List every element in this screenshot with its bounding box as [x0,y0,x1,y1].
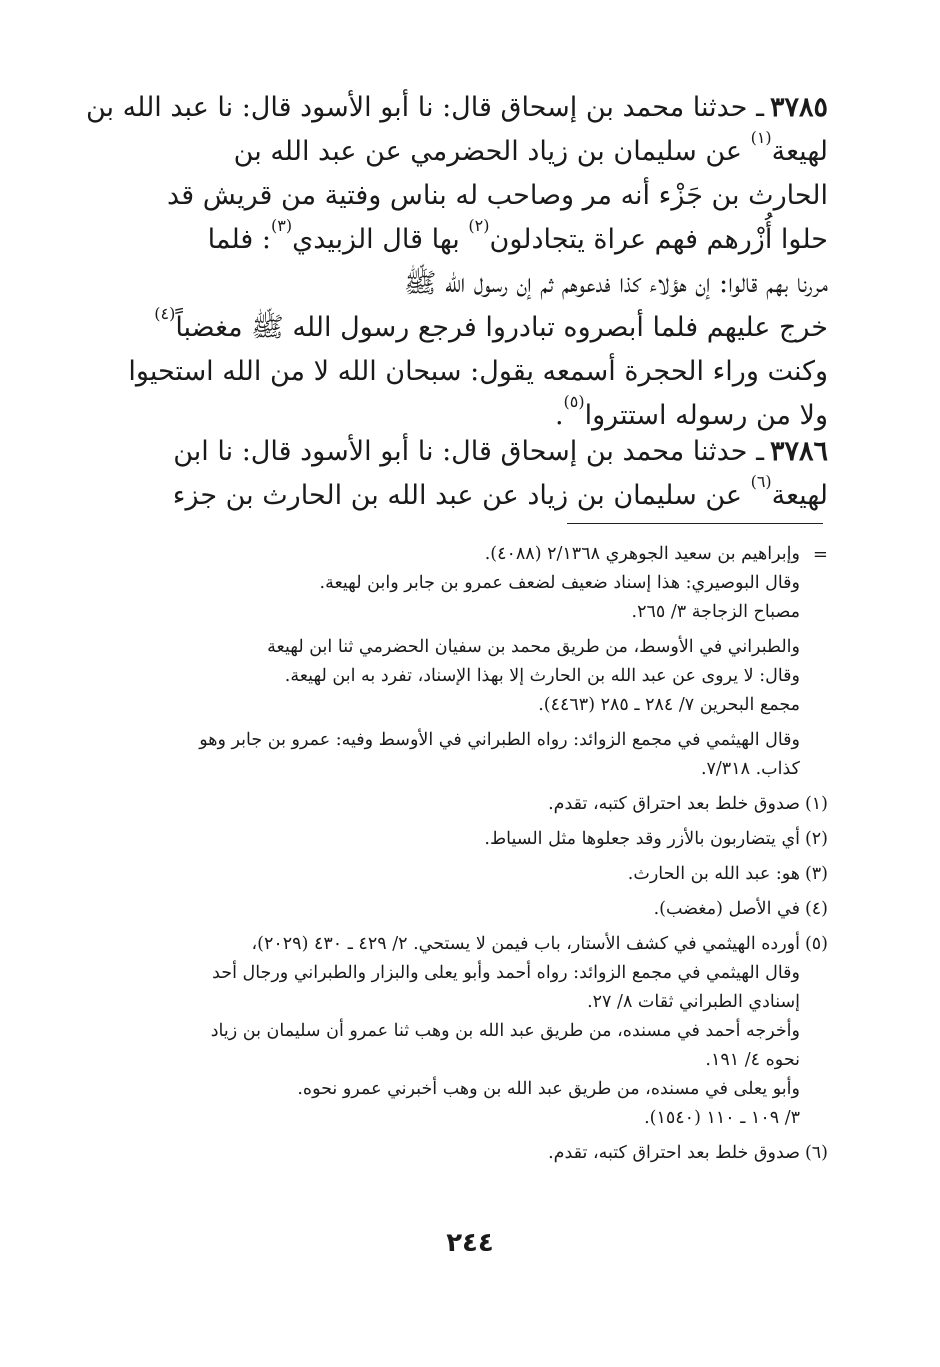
footnote-row [98,860,828,889]
hadith-text: . [554,400,564,431]
footnote-item [98,860,828,889]
continued-note-block [98,633,828,720]
continued-note-block [98,540,828,627]
hadith-line [98,430,828,474]
footnote-row [98,825,828,854]
footnote-marker[interactable]: (٦) [750,472,772,491]
note-line: وقال البوصيري: هذا إسناد ضعيف لضعف عمرو بن جابر وابن لهيعة. [319,573,800,593]
hadith-text: ـ حدثنا محمد بن إسحاق قال: نا أبو الأسود قال: نا عبد الله بن [86,92,764,123]
hadith-line [98,306,828,350]
footnotes-section [98,540,828,1174]
footnote-row [98,1139,828,1168]
footnote-marker[interactable]: (١) [750,128,772,147]
footnote-number: (٥) [804,934,828,954]
note-line: وقال: لا يروى عن عبد الله بن الحارث إلا بهذا الإسناد، تفرد به ابن لهيعة. [284,666,800,686]
footnote-item [98,825,828,854]
hadith-text: لهيعة [771,136,828,167]
continuation-mark: = [812,544,828,565]
note-line: مجمع البحرين ٧/ ٢٨٤ ـ ٢٨٥ (٤٤٦٣). [538,695,800,715]
note-line: كذاب. ٧/٣١٨. [700,759,800,779]
hadith-line: مررنا بهم قالوا: إن هؤلاء كذا فدعوهم ثم إن رسول الله ﷺ [403,268,828,299]
footnote-text: وأبو يعلى في مسنده، من طريق عبد الله بن وهب أخبرني عمرو نحوه. [297,1079,800,1099]
footnote-item [98,930,828,1133]
footnote-marker[interactable]: (٣) [271,216,293,235]
note-line: مصباح الزجاجة ٣/ ٢٦٥. [631,602,800,622]
note-line: وقال الهيثمي في مجمع الزوائد: رواه الطبراني في الأوسط وفيه: عمرو بن جابر وهو [199,730,800,750]
hadith-text: عن سليمان بن زياد الحضرمي عن عبد الله بن [233,136,742,167]
hadith-3786 [98,430,828,518]
footnote-text: أي يتضاربون بالأزر وقد جعلوها مثل السياط. [484,829,800,849]
hadith-line [86,86,828,130]
hadith-line [98,130,828,174]
note-line: وإبراهيم بن سعيد الجوهري ٢/١٣٦٨ (٤٠٨٨). [484,544,800,564]
hadith-text: حلوا أُزْرهم فهم عراة يتجادلون [489,224,828,255]
footnote-text: في الأصل (مغضب). [653,899,800,919]
footnote-number: (٤) [804,899,828,919]
note-line: والطبراني في الأوسط، من طريق محمد بن سفيان الحضرمي ثنا ابن لهيعة [267,637,800,657]
footnote-divider [567,523,823,524]
hadith-line [98,474,828,518]
footnote-text: وقال الهيثمي في مجمع الزوائد: رواه أحمد وأبو يعلى والبزار والطبراني ورجال أحد [212,963,800,983]
footnote-number: (٦) [804,1143,828,1163]
hadith-number: ٣٧٨٥ [769,92,828,123]
footnote-text: أورده الهيثمي في كشف الأستار، باب فيمن لا يستحي. ٢/ ٤٢٩ ـ ٤٣٠ (٢٠٢٩)، [251,934,800,954]
hadith-text: : فلما [207,224,271,255]
hadith-text: عن سليمان بن زياد عن عبد الله بن الحارث بن جزء [172,480,742,511]
footnote-marker[interactable]: (٤) [154,304,176,323]
hadith-text: بها قال الزبيدي [292,224,460,255]
hadith-3785 [86,86,828,438]
footnote-text: هو: عبد الله بن الحارث. [627,864,800,884]
footnote-text: صدوق خلط بعد احتراق كتبه، تقدم. [548,1143,800,1163]
footnote-item [98,1139,828,1168]
hadith-text: ـ حدثنا محمد بن إسحاق قال: نا أبو الأسود قال: نا ابن [173,436,764,467]
footnote-row [98,790,828,819]
footnote-number: (٣) [804,864,828,884]
footnote-text: نحوه ٤/ ١٩١. [705,1050,800,1070]
footnote-item [98,895,828,924]
footnote-text: صدوق خلط بعد احتراق كتبه، تقدم. [548,794,800,814]
footnote-number: (١) [804,794,828,814]
hadith-text: ولا من رسوله استتروا [584,400,828,431]
footnote-text: إسنادي الطبراني ثقات ٨/ ٢٧. [587,992,800,1012]
hadith-text: خرج عليهم فلما أبصروه تبادروا فرجع رسول الله ﷺ مغضباً [175,312,828,343]
hadith-text: لهيعة [771,480,828,511]
hadith-line: الحارث بن جَزْء أنه مر وصاحب له بناس وفتية من قريش قد [167,180,828,211]
hadith-number: ٣٧٨٦ [769,436,828,467]
footnote-marker[interactable]: (٥) [563,392,585,411]
footnote-row [98,930,828,959]
footnote-number: (٢) [804,829,828,849]
footnote-item [98,790,828,819]
footnote-marker[interactable]: (٢) [468,216,490,235]
page-number: ٢٤٤ [446,1228,494,1258]
continued-note-block [98,726,828,784]
footnote-text: ٣/ ١٠٩ ـ ١١٠ (١٥٤٠). [644,1108,800,1128]
footnote-row [98,895,828,924]
hadith-line [98,218,828,262]
hadith-line: وكنت وراء الحجرة أسمعه يقول: سبحان الله لا من الله استحيوا [128,356,828,387]
footnote-text: وأخرجه أحمد في مسنده، من طريق عبد الله بن وهب ثنا عمرو أن سليمان بن زياد [210,1021,800,1041]
